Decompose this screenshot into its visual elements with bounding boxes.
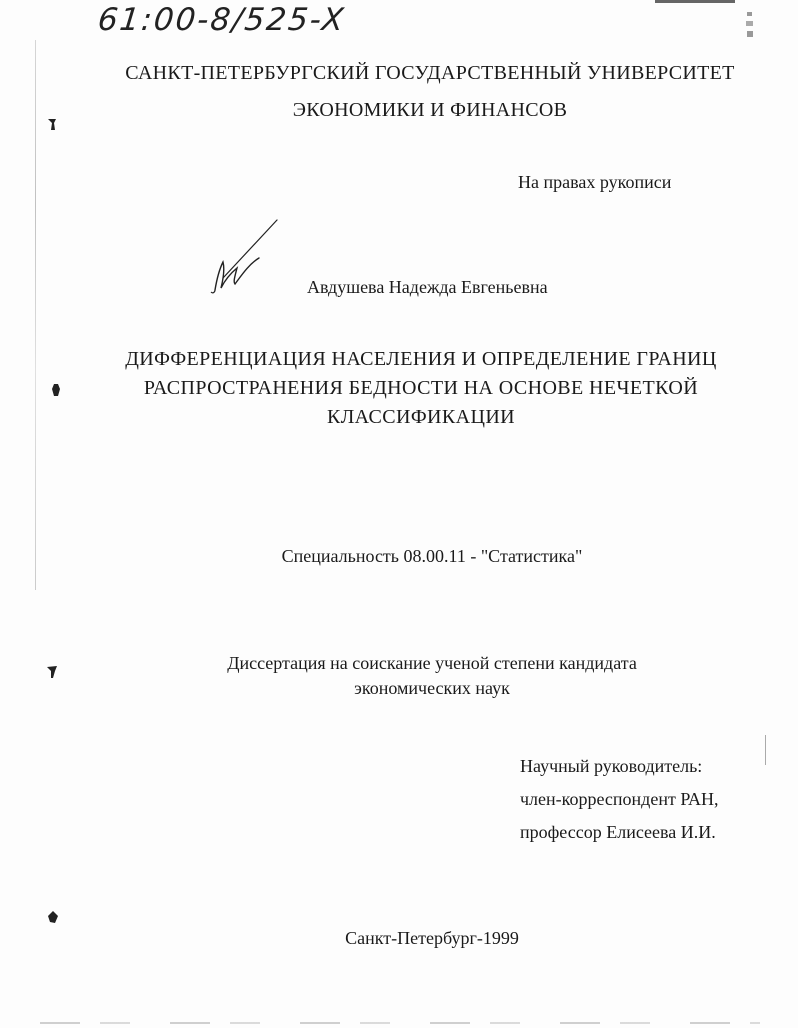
dissertation-degree	[0, 651, 798, 701]
title-line3: КЛАССИФИКАЦИИ	[326, 406, 516, 428]
archive-code: 61:00-8/525-X	[96, 2, 348, 38]
scan-edge-tick	[765, 735, 766, 765]
advisor-rank: член-корреспондент РАН,	[520, 789, 719, 809]
scan-bottom-edge	[40, 1022, 760, 1024]
advisor-name: профессор Елисеева И.И.	[520, 822, 716, 842]
title-line2: РАСПРОСТРАНЕНИЯ БЕДНОСТИ НА ОСНОВЕ НЕЧЕТКОЙ	[143, 377, 699, 399]
university-name-line2: ЭКОНОМИКИ И ФИНАНСОВ	[292, 99, 568, 121]
binding-hole-mark-icon	[46, 117, 58, 131]
binding-edge-line	[35, 40, 36, 590]
scan-artifact-icon	[743, 12, 757, 42]
dissertation-title	[0, 345, 798, 432]
scan-edge-bar	[655, 0, 735, 3]
author-name: Авдушева Надежда Евгеньевна	[307, 277, 548, 297]
advisor-label: Научный руководитель:	[520, 756, 703, 776]
specialty: Специальность 08.00.11 - "Статистика"	[281, 546, 583, 566]
degree-line1: Диссертация на соискание ученой степени кандидата	[227, 653, 637, 673]
degree-line2: экономических наук	[354, 678, 510, 698]
title-line1: ДИФФЕРЕНЦИАЦИЯ НАСЕЛЕНИЯ И ОПРЕДЕЛЕНИЕ ГРАНИЦ	[125, 348, 717, 370]
university-name-line1: САНКТ-ПЕТЕРБУРГСКИЙ ГОСУДАРСТВЕННЫЙ УНИВЕРСИТЕТ	[125, 62, 735, 84]
binding-hole-mark-icon	[47, 910, 59, 924]
manuscript-note: На правах рукописи	[518, 172, 672, 192]
city-year: Санкт-Петербург-1999	[345, 928, 519, 948]
scientific-advisor	[520, 750, 719, 849]
signature-icon	[205, 218, 285, 298]
